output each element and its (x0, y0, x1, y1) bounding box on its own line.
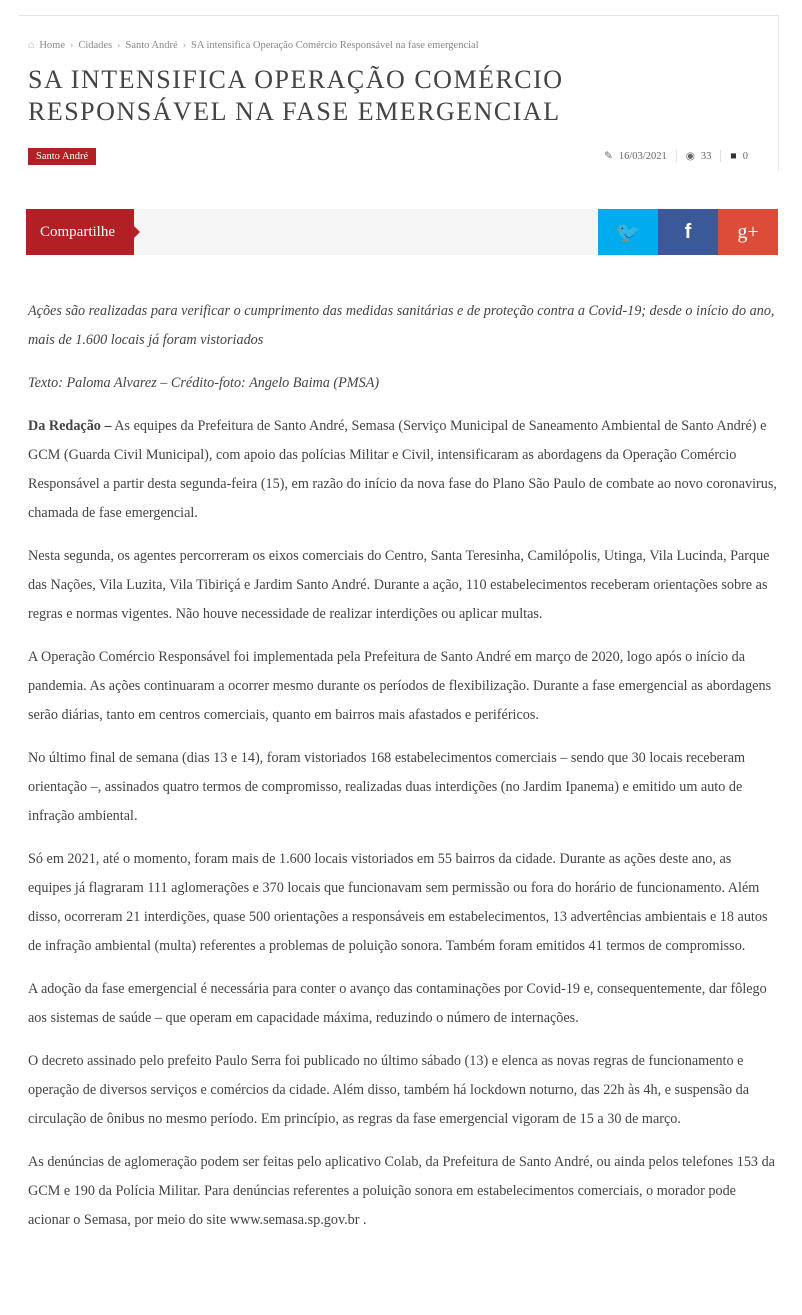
share-bar (26, 209, 778, 255)
breadcrumb-home[interactable]: Home (39, 40, 65, 51)
breadcrumb-current: SA intensifica Operação Comércio Responsável na fase emergencial (191, 40, 479, 51)
paragraph: Só em 2021, até o momento, foram mais de 1.600 locais vistoriados em 55 bairros da cidade. Durante as ações deste ano, as equipes já flagraram 111 aglomerações e 370 locais que funcionavam sem permissão ou fora do horário de funcionamento. Além disso, ocorreram 21 interdições, quase 500 orientações a responsáveis em estabelecimentos, 13 advertências ambientais e 18 autos de infração ambiental (multa) referentes a problemas de poluição sonora. Também foram emitidos 41 termos de compromisso. (28, 851, 768, 954)
chevron-right-icon: › (117, 40, 121, 51)
article-lead: Ações são realizadas para verificar o cumprimento das medidas sanitárias e de proteção contra a Covid-19; desde o início do ano, mais de 1.600 locais já foram vistoriados (28, 303, 775, 348)
paragraph: Nesta segunda, os agentes percorreram os eixos comerciais do Centro, Santa Teresinha, Camilópolis, Utinga, Vila Lucinda, Parque das Nações, Vila Luzita, Vila Tibiriçá e Jardim Santo André. Durante a ação, 110 estabelecimentos receberam orientações sobre as regras e normas vigentes. Não houve necessidade de realizar interdições ou aplicar multas. (28, 548, 770, 622)
post-date: 16/03/2021 (618, 150, 667, 162)
chevron-right-icon: › (69, 40, 74, 51)
edit-icon: ✎ (604, 151, 613, 162)
view-count: 33 (700, 150, 712, 162)
breadcrumb-cidades[interactable]: Cidades (78, 40, 113, 51)
eye-icon: ◉ (685, 151, 695, 162)
facebook-icon: f (684, 220, 692, 243)
intro-bold: Da Redação – (28, 418, 112, 434)
facebook-share-button[interactable] (658, 209, 718, 255)
comment-icon: ■ (730, 150, 737, 162)
twitter-icon: 🐦 (615, 221, 641, 244)
comment-count[interactable]: 0 (742, 150, 748, 162)
paragraph: O decreto assinado pelo prefeito Paulo Serra foi publicado no último sábado (13) e elenca as novas regras de funcionamento e operação de diversos serviços e comércios da cidade. Além disso, também há lockdown noturno, das 22h às 4h, e suspensão da circulação de ônibus no mesmo período. Em princípio, as regras da fase emergencial vigoram de 15 a 30 de março. (28, 1053, 750, 1127)
paragraph: A adoção da fase emergencial é necessária para conter o avanço das contaminações por Covid-19 e, consequentemente, dar fôlego aos sistemas de saúde – que operam em capacidade máxima, reduzindo o número de internações. (28, 981, 767, 1026)
share-label: Compartilhe (26, 209, 134, 255)
paragraph: As denúncias de aglomeração podem ser feitas pelo aplicativo Colab, da Prefeitura de Santo André, ou ainda pelos telefones 153 da GCM e 190 da Polícia Militar. Para denúncias referentes a poluição sonora em estabelecimentos comerciais, o morador pode acionar o Semasa, por meio do site www.semasa.sp.gov.br . (28, 1154, 775, 1228)
breadcrumb-santo-andre[interactable]: Santo André (125, 40, 178, 51)
chevron-right-icon: › (182, 40, 187, 51)
article-body (28, 297, 778, 1249)
paragraph: No último final de semana (dias 13 e 14), foram vistoriados 168 estabelecimentos comerciais – sendo que 30 locais receberam orientação –, assinados quatro termos de compromisso, realizadas duas interdições (no Jardim Ipanema) e emitido um auto de infração ambiental. (28, 750, 746, 824)
breadcrumb (28, 40, 479, 51)
google-plus-icon: g+ (737, 220, 759, 243)
post-meta (595, 150, 748, 162)
paragraph: A Operação Comércio Responsável foi implementada pela Prefeitura de Santo André em março de 2020, logo após o início da pandemia. As ações continuaram a ocorrer mesmo durante os períodos de flexibilização. Durante a fase emergencial as abordagens serão diárias, tanto em centros comerciais, quanto em bairros mais afastados e periféricos. (28, 649, 772, 723)
google-plus-share-button[interactable] (718, 209, 778, 255)
paragraph-text: As equipes da Prefeitura de Santo André, Semasa (Serviço Municipal de Saneamento Ambiental de Santo André) e GCM (Guarda Civil Municipal), com apoio das polícias Militar e Civil, intensificaram as abordagens da Operação Comércio Responsável a partir desta segunda-feira (15), em razão do início da nova fase do Plano São Paulo de combate ao novo coronavirus, chamada de fase emergencial. (28, 418, 777, 521)
article-credit: Texto: Paloma Alvarez – Crédito-foto: Angelo Baima (PMSA) (28, 375, 380, 391)
paragraph (28, 412, 778, 528)
home-icon: ⌂ (28, 40, 35, 51)
page-title: SA INTENSIFICA OPERAÇÃO COMÉRCIO RESPONSÁVEL NA FASE EMERGENCIAL (28, 65, 564, 126)
twitter-share-button[interactable] (598, 209, 658, 255)
category-badge[interactable]: Santo André (28, 148, 96, 165)
